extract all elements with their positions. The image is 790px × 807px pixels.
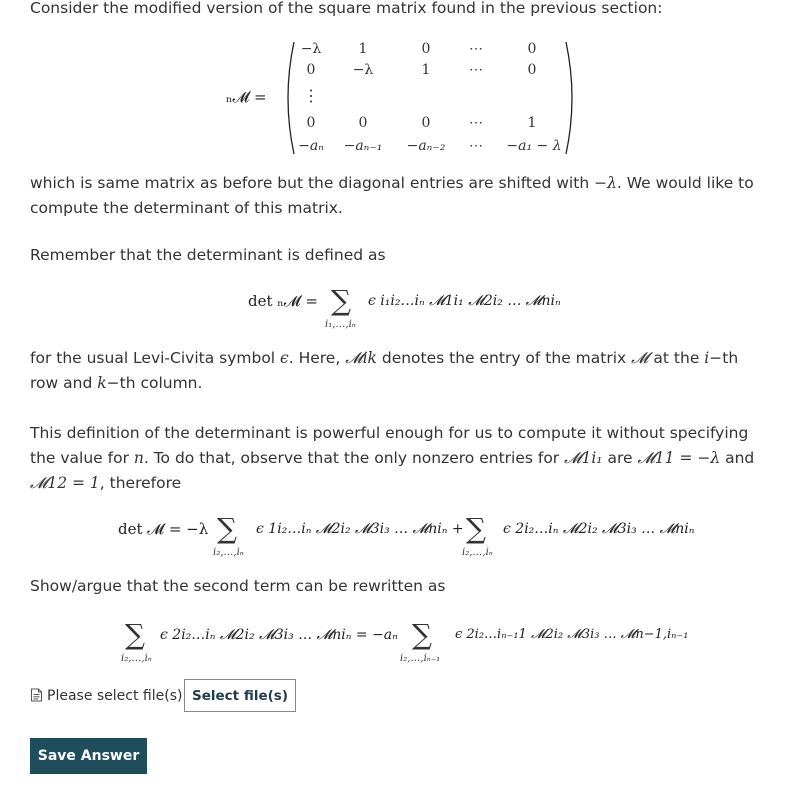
save-answer-button[interactable]: Save Answer xyxy=(30,738,147,774)
paragraph-show-argue: Show/argue that the second term can be rewritten as xyxy=(30,577,446,595)
eq2-body-2: ϵ 2i₂…iₙ 𝓜2i₂ 𝓜3i₃ … 𝓜niₙ xyxy=(503,521,695,537)
eq3-sigma-1: ∑ xyxy=(125,618,145,651)
matrix-cell: 0 xyxy=(527,62,537,78)
paragraph-nonzero-entries: This definition of the determinant is powerful enough for us to compute it without specifying the value for n. To do that, observe that the only nonzero entries for 𝓜1i₁ are 𝓜11 = −λ and 𝓜12 = 1, therefore xyxy=(30,424,755,492)
matrix-cell: 1 xyxy=(527,115,537,131)
matrix-cell: −aₙ₋₁ xyxy=(343,138,383,154)
file-upload-label xyxy=(30,686,182,706)
matrix-cell: ⋮ xyxy=(303,86,319,105)
matrix-cell: 0 xyxy=(358,115,368,131)
matrix-cell: 0 xyxy=(527,41,537,57)
matrix-lhs: ₙ𝓜 = xyxy=(226,88,267,106)
eq3-body-1: ϵ 2i₂…iₙ 𝓜2i₂ 𝓜3i₃ … 𝓜niₙ = −aₙ xyxy=(160,627,398,643)
paragraph-determinant-definition: Remember that the determinant is defined as xyxy=(30,246,386,264)
file-upload-label-text: Please select file(s) xyxy=(47,688,183,704)
matrix-cell: 1 xyxy=(421,62,431,78)
matrix-cell: ⋯ xyxy=(469,138,483,154)
matrix-cell: ⋯ xyxy=(469,115,483,131)
matrix-cell: −aₙ₋₂ xyxy=(406,138,446,154)
eq1-sigma: ∑ xyxy=(331,284,351,317)
eq2-sum-limits-1: i₂,…,iₙ xyxy=(213,547,244,558)
eq3-body-2: ϵ 2i₂…iₙ₋₁1 𝓜2i₂ 𝓜3i₃ … 𝓜n−1,iₙ₋₁ xyxy=(455,627,689,642)
eq1-lhs: det ₙ𝓜 = xyxy=(248,292,318,310)
eq1-body: ϵ i₁i₂…iₙ 𝓜1i₁ 𝓜2i₂ … 𝓜niₙ xyxy=(368,293,561,309)
eq2-sigma-2: ∑ xyxy=(466,512,486,545)
eq2-lhs: det 𝓜 = −λ xyxy=(118,520,209,538)
eq2-sigma-1: ∑ xyxy=(217,512,237,545)
matrix-cell: 0 xyxy=(421,115,431,131)
matrix-cell: −λ xyxy=(300,41,322,57)
matrix-cell: −λ xyxy=(352,62,374,78)
eq3-sum-limits-1: i₂,…,iₙ xyxy=(121,653,152,664)
matrix-cell: −a₁ − λ xyxy=(506,138,562,154)
eq2-sum-limits-2: i₂,…,iₙ xyxy=(462,547,493,558)
paragraph-shifted-matrix: which is same matrix as before but the diagonal entries are shifted with −λ. We would like to compute the determinant of this matrix. xyxy=(30,174,754,217)
document-icon xyxy=(30,688,43,702)
eq3-sum-limits-2: i₂,…,iₙ₋₁ xyxy=(400,653,441,664)
select-files-button[interactable]: Select file(s) xyxy=(184,679,296,712)
matrix-cell: ⋯ xyxy=(469,62,483,78)
matrix-cell: 0 xyxy=(306,62,316,78)
matrix-cell: −aₙ xyxy=(298,138,324,154)
eq2-body-1: ϵ 1i₂…iₙ 𝓜2i₂ 𝓜3i₃ … 𝓜niₙ + xyxy=(256,521,464,537)
intro-text: Consider the modified version of the square matrix found in the previous section: xyxy=(30,0,663,17)
matrix-cell: 0 xyxy=(306,115,316,131)
eq1-sum-limits: i₁,…,iₙ xyxy=(325,319,356,330)
matrix-cell: 1 xyxy=(358,41,368,57)
eq3-sigma-2: ∑ xyxy=(412,618,432,651)
matrix-cell: 0 xyxy=(421,41,431,57)
paragraph-levi-civita: for the usual Levi-Civita symbol ϵ. Here, 𝓜ik denotes the entry of the matrix 𝓜 at the i−th row and k−th column. xyxy=(30,349,739,392)
matrix-cell: ⋯ xyxy=(469,41,483,57)
